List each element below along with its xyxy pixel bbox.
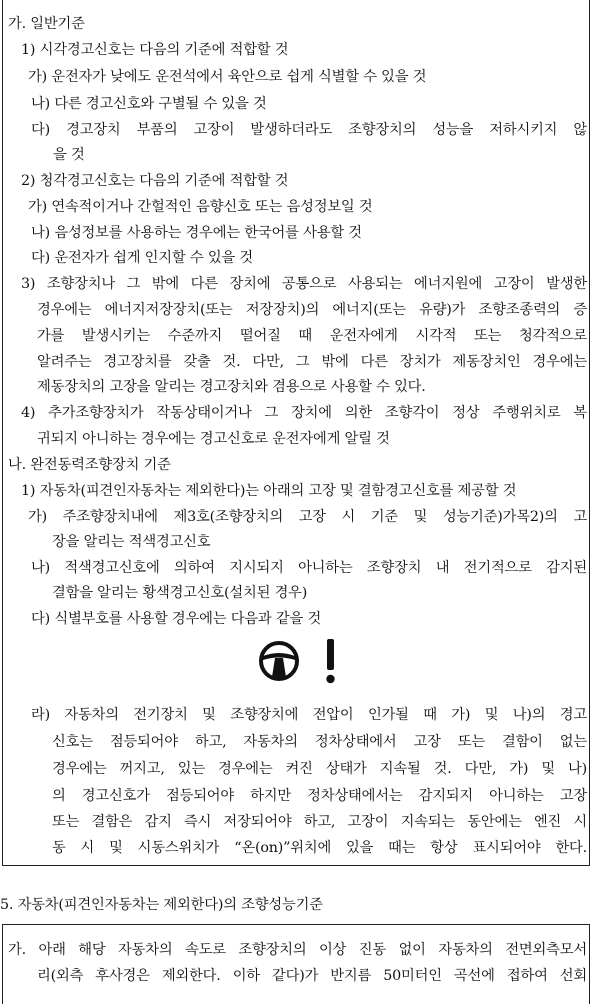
na-item-1-ra-line2: 신호는 점등되어야 하고, 자동차의 정차상태에서 고장 또는 결함이 없는	[52, 734, 587, 750]
section-5-ga-line2: 리(외측 후사경은 제외한다. 이하 같다)가 반지름 50미터인 곡선에 접하여 선회	[37, 968, 587, 984]
item-1-da-line2: 을 것	[53, 147, 85, 163]
section-5-ga-line1: 가. 아래 해당 자동차의 속도로 조향장치의 이상 진동 없이 자동차의 전면외측모서	[8, 942, 587, 958]
item-1-da-line1: 다) 경고장치 부품의 고장이 발생하더라도 조향장치의 성능을 저하시키지 않	[31, 122, 587, 138]
section-na-heading: 나. 완전동력조향장치 기준	[8, 457, 171, 473]
na-item-1-ga-line1: 가) 주조향장치내에 제3호(조향장치의 고장 시 기준 및 성능기준)가목2)의 고	[28, 509, 587, 525]
na-item-1-ra-line5: 또는 결함은 감지 즉시 저장되어야 하고, 고장이 지속되는 동안에는 엔진 시	[52, 814, 587, 830]
item-4-line2: 귀되지 아니하는 경우에는 경고신호로 운전자에게 알릴 것	[37, 431, 390, 447]
item-2: 2) 청각경고신호는 다음의 기준에 적합할 것	[21, 173, 289, 189]
item-4-line1: 4) 추가조향장치가 작동상태이거나 그 장치에 의한 조향각이 정상 주행위치로 복	[21, 405, 587, 421]
na-item-1-ra-line4: 의 경고신호가 점등되어야 하지만 정차상태에서는 감지되지 아니하는 고장	[52, 788, 587, 804]
standards-box-bottom	[2, 924, 590, 1004]
item-2-ga: 가) 연속적이거나 간헐적인 음향신호 또는 음성정보일 것	[28, 199, 373, 215]
na-item-1-na-line2: 결함을 알리는 황색경고신호(설치된 경우)	[52, 585, 308, 601]
item-3-line3: 가를 발생시키는 수준까지 떨어질 때 운전자에게 시각적 또는 청각적으로	[37, 328, 587, 344]
steering-wheel-warning-icon	[256, 636, 342, 686]
item-3-line5: 제동장치의 고장을 알리는 경고장치와 겸용으로 사용할 수 있다.	[37, 379, 426, 395]
item-3-line1: 3) 조향장치나 그 밖에 다른 장치에 공통으로 사용되는 에너지원에 고장이 발생한	[21, 276, 587, 292]
na-item-1-ga-line2: 장을 알리는 적색경고신호	[52, 534, 211, 550]
item-1-na: 나) 다른 경고신호와 구별될 수 있을 것	[31, 96, 267, 112]
na-item-1-ra-line3: 경우에는 꺼지고, 있는 경우에는 켜진 상태가 지속될 것. 다만, 가) 및 나)	[52, 761, 587, 777]
na-item-1-ra-line1: 라) 자동차의 전기장치 및 조향장치에 전압이 인가될 때 가) 및 나)의 경고	[31, 707, 587, 723]
item-2-na: 나) 음성정보를 사용하는 경우에는 한국어를 사용할 것	[31, 225, 362, 241]
na-item-1-na-line1: 나) 적색경고신호에 의하여 지시되지 아니하는 조향장치 내 전기적으로 감지된	[31, 560, 587, 576]
na-item-1-da: 다) 식별부호를 사용할 경우에는 다음과 같을 것	[31, 611, 322, 627]
na-item-1: 1) 자동차(피견인자동차는 제외한다)는 아래의 고장 및 결함경고신호를 제공할 것	[21, 483, 517, 499]
section-ga-heading: 가. 일반기준	[8, 16, 85, 32]
na-item-1-ra-line6: 동 시 및 시동스위치가 “온(on)”위치에 있을 때는 항상 표시되어야 한다.	[52, 840, 587, 856]
item-1: 1) 시각경고신호는 다음의 기준에 적합할 것	[21, 42, 289, 58]
item-1-ga: 가) 운전자가 낮에도 운전석에서 육안으로 쉽게 식별할 수 있을 것	[28, 69, 427, 85]
item-3-line2: 경우에는 에너지저장장치(또는 저장장치)의 에너지(또는 유량)가 조향조종력의 증	[37, 302, 587, 318]
item-3-line4: 알려주는 경고장치를 갖출 것. 다만, 그 밖에 다른 장치가 제동장치인 경우에는	[37, 354, 587, 370]
item-2-da: 다) 운전자가 쉽게 인지할 수 있을 것	[31, 250, 253, 266]
section-5-heading: 5. 자동차(피견인자동차는 제외한다)의 조향성능기준	[0, 897, 323, 913]
